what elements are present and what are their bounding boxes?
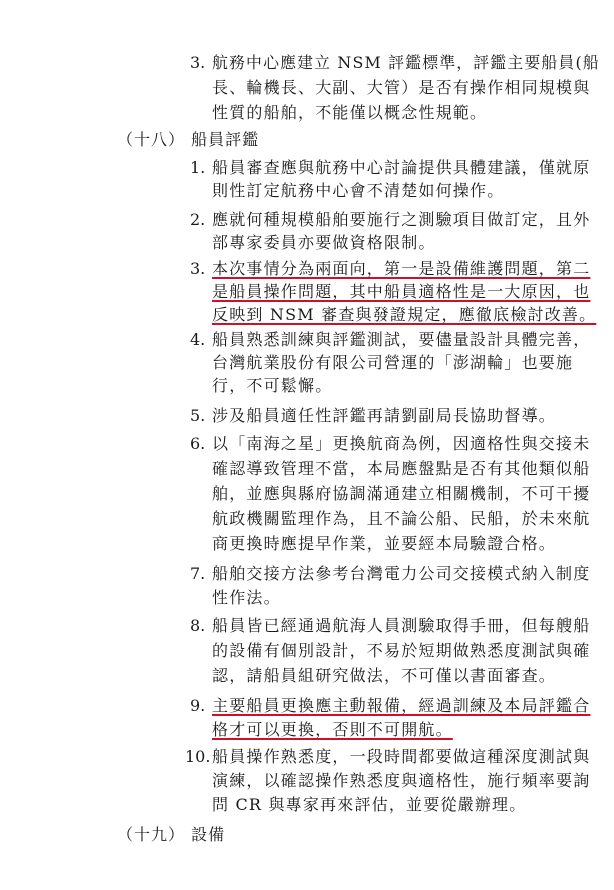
paragraph-line: 船員熟悉訓練與評鑑測試，要儘量設計具體完善， — [212, 330, 591, 349]
paragraph-line: 商更換時應提早作業，並要經本局驗證合格。 — [212, 534, 557, 553]
paragraph-line: 航政機關監理作為，且不論公船、民船，於未來航 — [212, 509, 591, 528]
item-number: 7. — [190, 564, 206, 583]
paragraph-line: 行，不可鬆懈。 — [212, 376, 333, 395]
paragraph-line: 船舶交接方法參考台灣電力公司交接模式納入制度 — [212, 564, 591, 583]
item-number: 3. — [190, 259, 206, 278]
paragraph-line: 演練，以確認操作熟悉度與適格性，施行頻率要詢 — [212, 771, 591, 790]
highlighted-line: 格才可以更換，否則不可開航。 — [212, 720, 453, 739]
paragraph-line: 性質的船舶，不能僅以概念性規範。 — [212, 103, 488, 122]
paragraph-line: 性作法。 — [212, 588, 281, 607]
item-number: 6. — [190, 434, 206, 453]
item-number: 4. — [190, 330, 206, 349]
paragraph-line: 確認導致管理不當，本局應盤點是否有其他類似船 — [212, 459, 591, 478]
item-number: 5. — [190, 406, 206, 425]
item-number: 3. — [190, 53, 206, 72]
section-heading: （十八） 船員評鑑 — [117, 130, 260, 149]
item-number: 2. — [190, 210, 206, 229]
paragraph-line: 船員操作熟悉度，一段時間都要做這種深度測試與 — [212, 747, 591, 766]
item-number: 1. — [190, 158, 206, 177]
paragraph-line: 的設備有個別設計，不易於短期做熟悉度測試與確 — [212, 641, 591, 660]
paragraph-line: 問 CR 與專家再來評估，並要從嚴辦理。 — [212, 795, 527, 814]
paragraph-line: 涉及船員適任性評鑑再請劉副局長協助督導。 — [212, 406, 557, 425]
item-number: 9. — [190, 696, 206, 715]
paragraph-line: 則性訂定航務中心會不清楚如何操作。 — [212, 181, 505, 200]
paragraph-line: 舶，並應與縣府協調滿通建立相關機制，不可干擾 — [212, 484, 591, 503]
section-heading: （十九） 設備 — [117, 825, 226, 844]
paragraph-line: 航務中心應建立 NSM 評鑑標準，評鑑主要船員(船 — [212, 53, 600, 72]
paragraph-line: 以「南海之星」更換航商為例，因適格性與交接未 — [212, 434, 591, 453]
paragraph-line: 台灣航業股份有限公司營運的「澎湖輪」也要施 — [212, 353, 574, 372]
highlighted-line: 主要船員更換應主動報備，經過訓練及本局評鑑合 — [212, 696, 591, 715]
highlighted-line: 本次事情分為兩面向，第一是設備維護問題，第二 — [212, 259, 591, 278]
item-number: 8. — [190, 616, 206, 635]
paragraph-line: 認，請船員組研究做法，不可僅以書面審查。 — [212, 666, 557, 685]
paragraph-line: 船員審查應與航務中心討論提供具體建議，僅就原 — [212, 158, 591, 177]
item-number: 10. — [185, 747, 211, 766]
paragraph-line: 長、輪機長、大副、大管）是否有操作相同規模與 — [212, 78, 591, 97]
paragraph-line: 應就何種規模船舶要施行之測驗項目做訂定，且外 — [212, 210, 591, 229]
highlighted-line: 反映到 NSM 審查與發證規定，應徹底檢討改善。 — [212, 305, 597, 324]
highlighted-line: 是船員操作問題，其中船員適格性是一大原因，也 — [212, 282, 591, 301]
paragraph-line: 船員皆已經通過航海人員測驗取得手冊，但每艘船 — [212, 616, 591, 635]
paragraph-line: 部專家委員亦要做資格限制。 — [212, 233, 436, 252]
